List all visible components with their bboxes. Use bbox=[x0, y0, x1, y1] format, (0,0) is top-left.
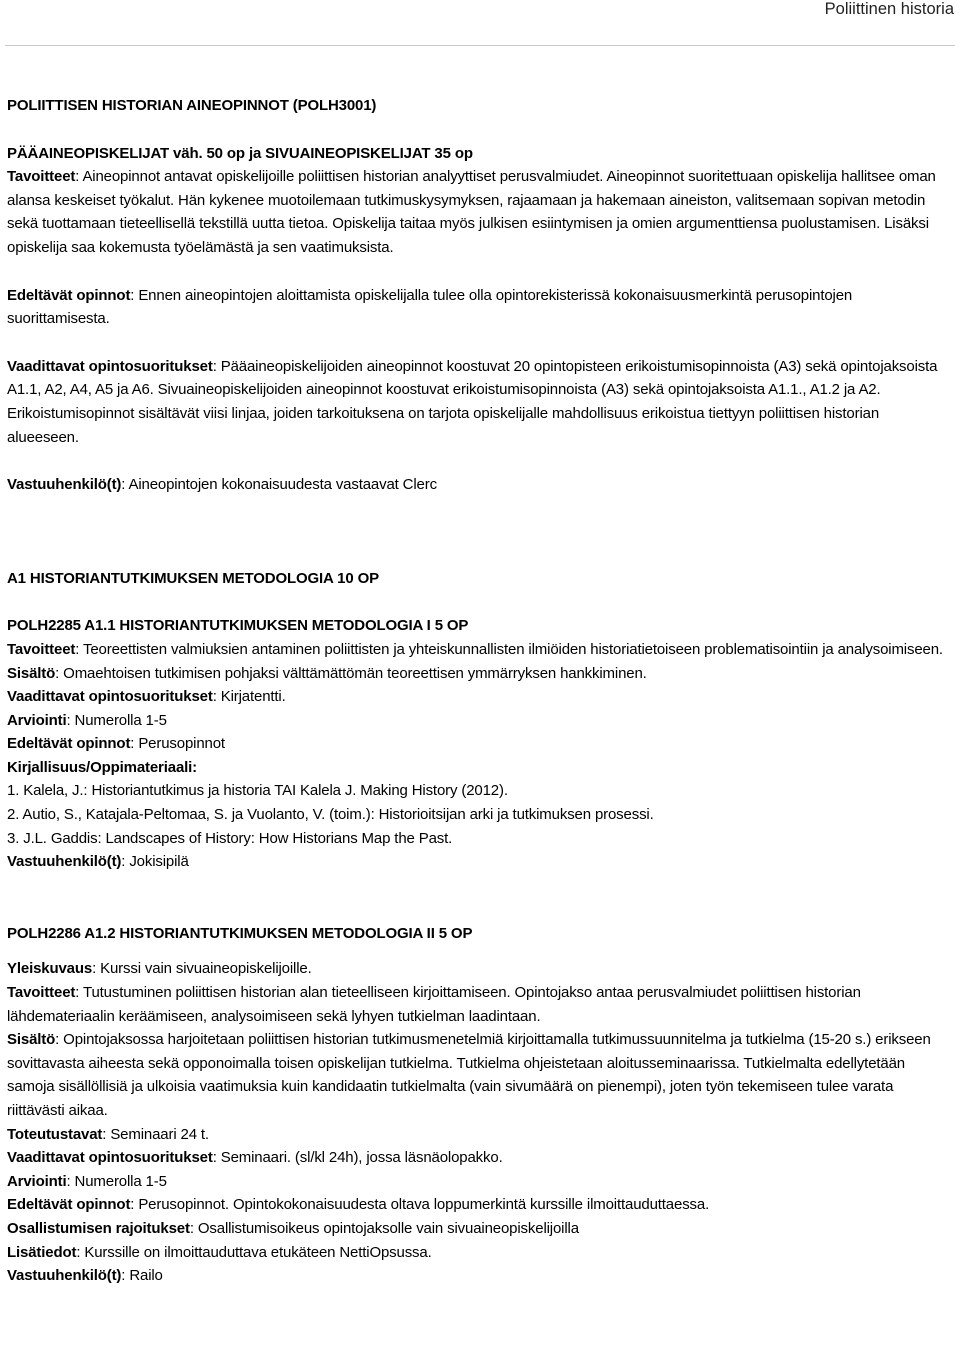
field-text: : Jokisipilä bbox=[121, 853, 189, 871]
field-label: Tavoitteet bbox=[7, 640, 76, 658]
course-implementation bbox=[7, 1123, 953, 1147]
field-label: Edeltävät opinnot bbox=[7, 1196, 131, 1214]
field-label: Edeltävät opinnot bbox=[7, 735, 131, 753]
field-label: Yleiskuvaus bbox=[7, 960, 93, 978]
course-grading bbox=[7, 709, 953, 733]
field-text: : Omaehtoisen tutkimisen pohjaksi välttämättömän teoreettisen ymmärryksen hankkiminen. bbox=[55, 664, 647, 682]
field-label: Vaadittavat opintosuoritukset bbox=[7, 357, 213, 375]
intro-goals bbox=[7, 165, 953, 259]
course-prerequisites bbox=[7, 1193, 953, 1217]
intro-prerequisites bbox=[7, 284, 953, 331]
course-requirements bbox=[7, 1146, 953, 1170]
field-label: Vastuuhenkilö(t) bbox=[7, 1267, 122, 1285]
literature-item: 3. J.L. Gaddis: Landscapes of History: How Historians Map the Past. bbox=[7, 829, 453, 847]
course-grading bbox=[7, 1170, 953, 1194]
field-text: : Opintojaksossa harjoitetaan poliittisen historian tutkimusmenetelmiä kirjoittamalla tutkimussuunnitelma ja tutkielma (15-20 s.) erikseen sovittavasta aiheesta sekä opponoimalla toisen opiskelijan tutkielma. Tutkielma ohjeistetaan aloitusseminaarissa. Tutkielmalta edellytetään samoja sisällöllisiä ja ulkoisia vaatimuksia kuin kandidaatin tutkielmalta (vain sivumäärä on pienempi), joten työn tekemiseen tulee varata riittävästi aikaa. bbox=[7, 1031, 931, 1119]
module-title: A1 HISTORIANTUTKIMUKSEN METODOLOGIA 10 OP bbox=[7, 569, 379, 587]
field-text: : Aineopinnot antavat opiskelijoille poliittisen historian analyyttiset perusvalmiudet. Aineopinnot suoritettuaan opiskelija hallitsee oman alansa keskeiset työkalut. Hän kykenee muotoilemaan tutkimuskysymyksen, rajaamaan ja hakemaan aineiston, valitsemaan sopivan metodin sekä tuottamaan tieteellisellä tekstillä uutta tietoa. Opiskelija taitaa myös julkisen esiintymisen ja omien argumenttiensa puolustamisen. Lisäksi opiskelija saa kokemusta työelämästä ja sen vaatimuksista. bbox=[7, 168, 936, 256]
field-text: : Numerolla 1-5 bbox=[66, 1172, 167, 1190]
field-label: Vaadittavat opintosuoritukset bbox=[7, 688, 213, 706]
course-goals bbox=[7, 638, 953, 662]
field-text: : Perusopinnot. Opintokokonaisuudesta oltava loppumerkintä kurssille ilmoittauduttaessa. bbox=[130, 1196, 710, 1214]
course-overview bbox=[7, 957, 953, 981]
section-title: POLIITTISEN HISTORIAN AINEOPINNOT (POLH3001) bbox=[7, 97, 377, 114]
field-label: Tavoitteet bbox=[7, 984, 76, 1002]
course-restrictions bbox=[7, 1217, 953, 1241]
field-label: Osallistumisen rajoitukset bbox=[7, 1219, 190, 1237]
field-text: : Aineopintojen kokonaisuudesta vastaavat Clerc bbox=[121, 476, 437, 494]
course-title: POLH2286 A1.2 HISTORIANTUTKIMUKSEN METODOLOGIA II 5 OP bbox=[7, 924, 473, 942]
field-text: : Kirjatentti. bbox=[212, 688, 286, 706]
field-text: : Osallistumisoikeus opintojaksolle vain sivuaineopiskelijoilla bbox=[189, 1219, 579, 1237]
field-text: : Teoreettisten valmiuksien antaminen poliittisten ja yhteiskunnallisten ilmiöiden historiatietoiseen problematisointiin ja analysoimiseen. bbox=[75, 640, 943, 658]
page-header-title: Poliittinen historia bbox=[824, 0, 954, 18]
course-goals bbox=[7, 981, 953, 1028]
course-requirements bbox=[7, 685, 953, 709]
field-label: Vastuuhenkilö(t) bbox=[7, 476, 122, 494]
intro-requirements bbox=[7, 355, 953, 449]
field-text: : Perusopinnot bbox=[130, 735, 225, 753]
section-subtitle: PÄÄAINEOPISKELIJAT väh. 50 op ja SIVUAINEOPISKELIJAT 35 op bbox=[7, 144, 473, 162]
field-label: Sisältö bbox=[7, 1031, 56, 1049]
field-label: Arviointi bbox=[7, 1172, 67, 1190]
field-label: Edeltävät opinnot bbox=[7, 286, 131, 304]
field-text: : Tutustuminen poliittisen historian alan tieteelliseen kirjoittamiseen. Opintojakso antaa perusvalmiudet poliittisen historian lähdemateriaalin keräämiseen, analysoimiseen sekä lyhyen tutkielman laadintaan. bbox=[7, 984, 861, 1025]
field-text: : Railo bbox=[121, 1267, 163, 1285]
course-additional-info bbox=[7, 1241, 953, 1265]
course-prerequisites bbox=[7, 732, 953, 756]
literature-item: 1. Kalela, J.: Historiantutkimus ja historia TAI Kalela J. Making History (2012). bbox=[7, 782, 508, 800]
document-body bbox=[7, 94, 953, 1288]
course-content bbox=[7, 1028, 953, 1122]
field-label: Vaadittavat opintosuoritukset bbox=[7, 1149, 213, 1167]
field-text: : Seminaari. (sl/kl 24h), jossa läsnäolopakko. bbox=[212, 1149, 503, 1167]
field-text: : Kurssille on ilmoittauduttava etukäteen NettiOpsussa. bbox=[76, 1243, 432, 1261]
course-literature-label: Kirjallisuus/Oppimateriaali: bbox=[7, 758, 198, 776]
field-label: Toteutustavat bbox=[7, 1125, 103, 1143]
intro-responsible bbox=[7, 473, 953, 497]
field-label: Tavoitteet bbox=[7, 168, 76, 186]
field-label: Arviointi bbox=[7, 711, 67, 729]
field-label: Vastuuhenkilö(t) bbox=[7, 853, 122, 871]
field-text: : Seminaari 24 t. bbox=[102, 1125, 209, 1143]
field-label: Sisältö bbox=[7, 664, 56, 682]
course-responsible bbox=[7, 850, 953, 874]
course-responsible bbox=[7, 1264, 953, 1288]
course-content bbox=[7, 662, 953, 686]
literature-item: 2. Autio, S., Katajala-Peltomaa, S. ja Vuolanto, V. (toim.): Historioitsijan arki ja tutkimuksen prosessi. bbox=[7, 806, 654, 824]
header-divider bbox=[5, 45, 955, 46]
field-text: : Pääaineopiskelijoiden aineopinnot koostuvat 20 opintopisteen erikoistumisopinnoista (A3) sekä opintojaksoista A1.1, A2, A4, A5 ja A6. Sivuaineopiskelijoiden aineopinnot koostuvat erikoistumisopinnoista (A3) sekä opintojaksoista A1.1., A1.2 ja A2. Erikoistumisopinnot sisältävät viisi linjaa, joiden tarkoituksena on tarjota opiskelijalle mahdollisuus erikoistua tiettyyn poliittisen historian alueeseen. bbox=[7, 357, 938, 446]
field-text: : Ennen aineopintojen aloittamista opiskelijalla tulee olla opintorekisterissä kokonaisuusmerkintä perusopintojen suorittamisesta. bbox=[7, 286, 853, 328]
course-title: POLH2285 A1.1 HISTORIANTUTKIMUKSEN METODOLOGIA I 5 OP bbox=[7, 617, 469, 635]
field-text: : Kurssi vain sivuaineopiskelijoille. bbox=[92, 960, 312, 978]
field-text: : Numerolla 1-5 bbox=[66, 711, 167, 729]
field-label: Lisätiedot bbox=[7, 1243, 77, 1261]
